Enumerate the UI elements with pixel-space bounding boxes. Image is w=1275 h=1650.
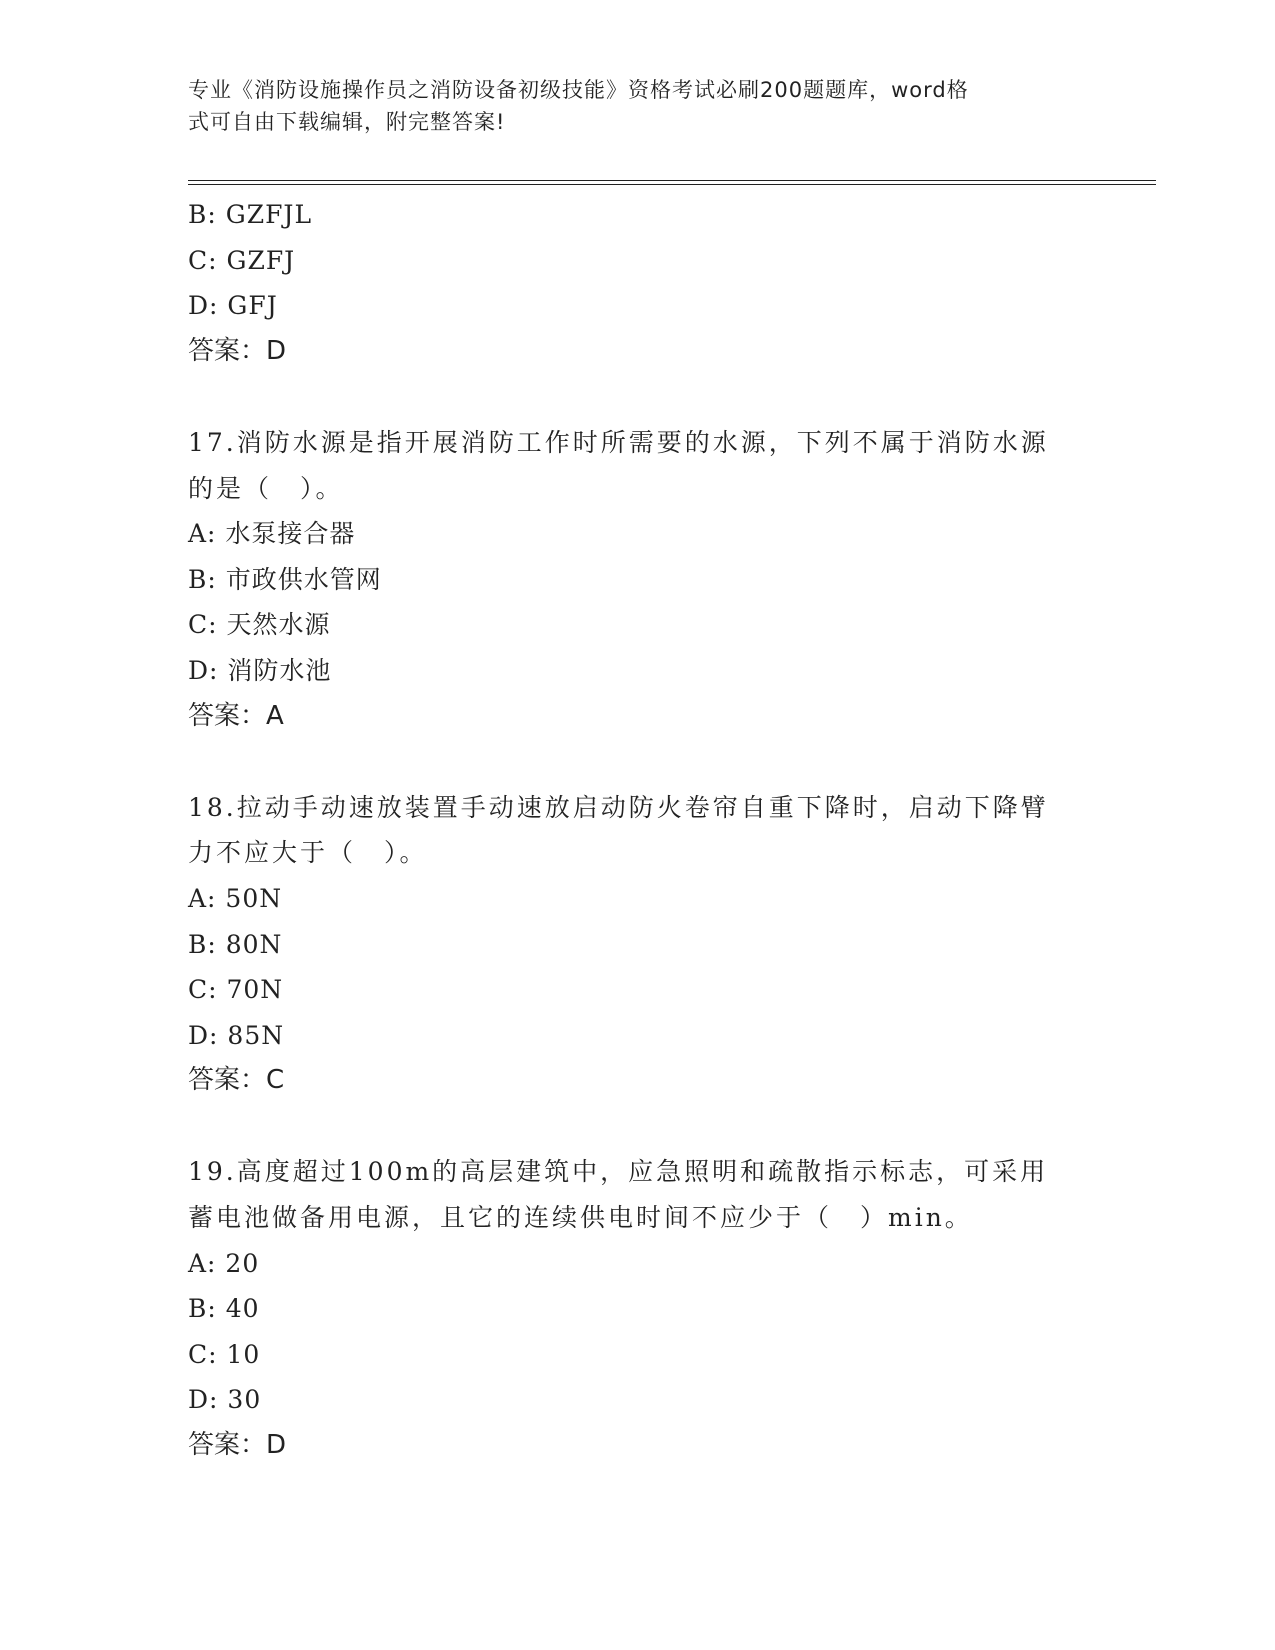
- spacer: [188, 1104, 1088, 1150]
- option-d: D: 消防水池: [188, 655, 332, 685]
- header-line-2: 式可自由下载编辑，附完整答案!: [188, 110, 506, 134]
- option-c: C: 天然水源: [188, 610, 331, 640]
- header-divider-bottom: [188, 184, 1156, 185]
- option-d: D: 30: [188, 1385, 262, 1415]
- answer-line: 答案：C: [188, 1065, 285, 1096]
- question-stem-line-2: 的是（ ）。: [188, 473, 344, 503]
- page-header: [188, 74, 1088, 138]
- question-stem-line-1: 19.高度超过100m的高层建筑中，应急照明和疏散指示标志，可采用: [188, 1157, 1049, 1187]
- spacer: [188, 374, 1088, 420]
- answer-line: 答案：A: [188, 700, 284, 731]
- option-b: B: 市政供水管网: [188, 564, 382, 594]
- option-a: A: 水泵接合器: [188, 519, 356, 549]
- question-17: [188, 420, 1088, 739]
- spacer: [188, 739, 1088, 785]
- question-stem-line-2: 蓄电池做备用电源，且它的连续供电时间不应少于（ ）min。: [188, 1203, 973, 1233]
- option-c: C: 70N: [188, 975, 284, 1005]
- option-c: C: GZFJ: [188, 245, 296, 275]
- question-16-continued: [188, 192, 1088, 374]
- option-a: A: 20: [188, 1248, 260, 1278]
- question-18: [188, 785, 1088, 1104]
- header-line-1: 专业《消防设施操作员之消防设备初级技能》资格考试必刷200题题库，word格: [188, 78, 969, 102]
- option-a: A: 50N: [188, 883, 283, 913]
- option-b: B: 40: [188, 1294, 260, 1324]
- option-d: D: 85N: [188, 1020, 285, 1050]
- option-b: B: 80N: [188, 929, 283, 959]
- answer-line: 答案：D: [188, 335, 287, 366]
- option-d: D: GFJ: [188, 291, 278, 321]
- option-b: B: GZFJL: [188, 200, 313, 229]
- question-list: [188, 192, 1088, 1469]
- question-stem-line-1: 18.拉动手动速放装置手动速放启动防火卷帘自重下降时，启动下降臂: [188, 792, 1049, 822]
- question-stem-line-2: 力不应大于（ ）。: [188, 838, 428, 868]
- option-c: C: 10: [188, 1339, 261, 1369]
- answer-line: 答案：D: [188, 1430, 287, 1461]
- question-stem-line-1: 17.消防水源是指开展消防工作时所需要的水源，下列不属于消防水源: [188, 427, 1049, 457]
- header-divider-top: [188, 180, 1156, 181]
- question-19: [188, 1149, 1088, 1468]
